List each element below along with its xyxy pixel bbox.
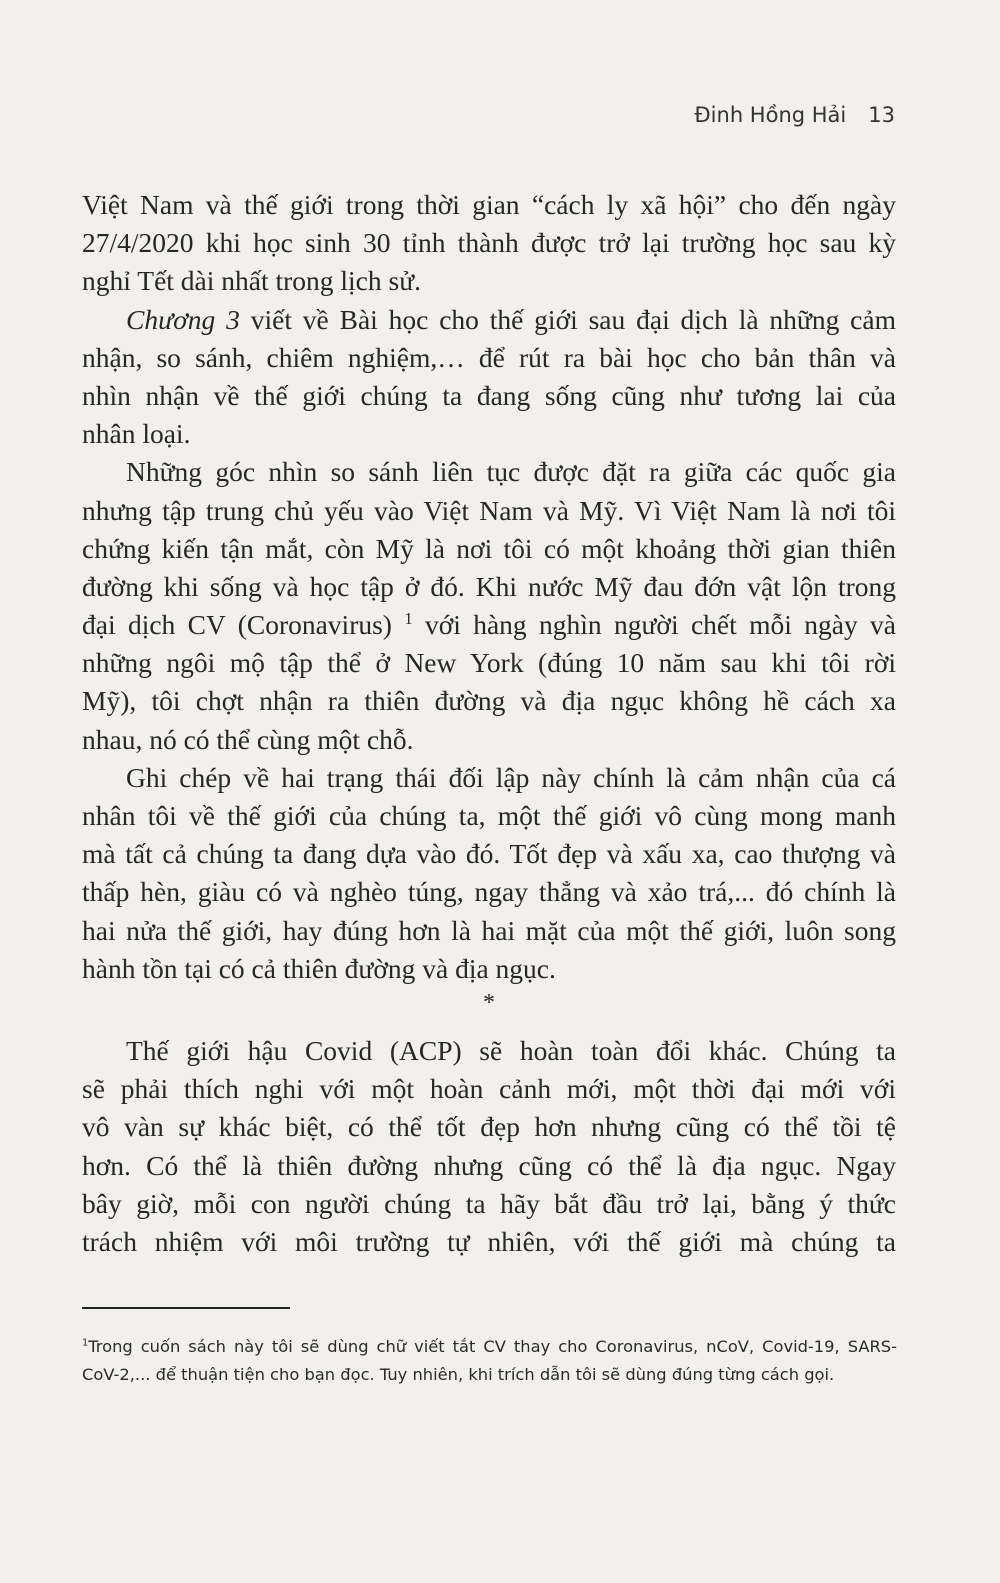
text-line: nghỉ Tết dài nhất trong lịch sử. [82,265,421,297]
text-span: đại dịch CV (Coronavirus) [82,609,405,641]
text-line: bây giờ, mỗi con người chúng ta hãy bắt đầu trở lại, bằng ý thức [82,1187,896,1219]
footnote-divider [82,1307,290,1309]
text-line: Ghi chép về hai trạng thái đối lập này chính là cảm nhận của cá [126,761,896,793]
text-line: Thế giới hậu Covid (ACP) sẽ hoàn toàn đổi khác. Chúng ta [126,1034,896,1066]
text-line: mà tất cả chúng ta đang dựa vào đó. Tốt đẹp và xấu xa, cao thượng và [82,838,896,870]
paragraph-2 [82,301,896,454]
footnote [82,1333,897,1389]
paragraph-1 [82,186,896,301]
text-line: trách nhiệm với môi trường tự nhiên, với thế giới mà chúng ta [82,1225,896,1257]
paragraph-3 [82,453,896,759]
text-line: Mỹ), tôi chợt nhận ra thiên đường và địa ngục không hề cách xa [82,685,896,717]
text-line: những ngôi mộ tập thể ở New York (đúng 10 năm sau khi tôi rời [82,647,896,679]
body-text [82,186,896,1261]
text-span: viết về Bài học cho thế giới sau đại dịch là những cảm [239,303,896,335]
text-line: vô vàn sự khác biệt, có thể tốt đẹp hơn nhưng cũng có thể tồi tệ [82,1111,896,1143]
page-number: 13 [868,103,895,127]
footnote-line: CoV-2,... để thuận tiện cho bạn đọc. Tuy nhiên, khi trích dẫn tôi sẽ dùng đúng từng cách gọi. [82,1365,835,1384]
section-separator: * [483,989,495,1016]
text-line: nhận, so sánh, chiêm nghiệm,… để rút ra bài học cho bản thân và [82,341,896,373]
text-line: hành tồn tại có cả thiên đường và địa ngục. [82,952,556,984]
text-line: Việt Nam và thế giới trong thời gian “cách ly xã hội” cho đến ngày [82,189,896,220]
paragraph-4 [82,759,896,988]
text-line: thấp hèn, giàu có và nghèo túng, ngay thẳng và xảo trá,... đó chính là [82,876,896,908]
text-line: nhưng tập trung chủ yếu vào Việt Nam và Mỹ. Vì Việt Nam là nơi tôi [82,494,896,526]
text-line: hơn. Có thể là thiên đường nhưng cũng có thể là địa ngục. Ngay [82,1149,896,1181]
text-line: 27/4/2020 khi học sinh 30 tỉnh thành được trở lại trường học sau kỳ [82,227,896,259]
text-span: Trong cuốn sách này tôi sẽ dùng chữ viết tắt CV thay cho Coronavirus, nCoV, Covid-19, SARS- [88,1337,897,1356]
text-line: nhìn nhận về thế giới chúng ta đang sống cũng như tương lai của [82,379,896,411]
text-line: Những góc nhìn so sánh liên tục được đặt ra giữa các quốc gia [126,456,896,488]
text-line: nhau, nó có thể cùng một chỗ. [82,723,414,755]
text-span: với hàng nghìn người chết mỗi ngày và [424,609,896,641]
footnote-line [82,1333,897,1361]
text-line: nhân tôi về thế giới của chúng ta, một thế giới vô cùng mong manh [82,800,896,831]
text-line: hai nửa thế giới, hay đúng hơn là hai mặt của một thế giới, luôn song [82,914,896,946]
paragraph-5 [82,1032,896,1261]
running-header [694,103,895,127]
header-author: Đinh Hồng Hải [694,103,847,127]
text-line: đường khi sống và học tập ở đó. Khi nước Mỹ đau đớn vật lộn trong [82,570,896,602]
text-line: nhân loại. [82,418,191,450]
footnote-ref[interactable]: 1 [404,608,413,628]
text-line [82,606,896,644]
text-line [82,301,896,339]
text-line: sẽ phải thích nghi với một hoàn cảnh mới, một thời đại mới với [82,1073,896,1105]
chapter-ref: Chương 3 [126,303,240,335]
text-line: chứng kiến tận mắt, còn Mỹ là nơi tôi có một khoảng thời gian thiên [82,532,896,564]
footnote-marker: 1 [82,1337,89,1349]
